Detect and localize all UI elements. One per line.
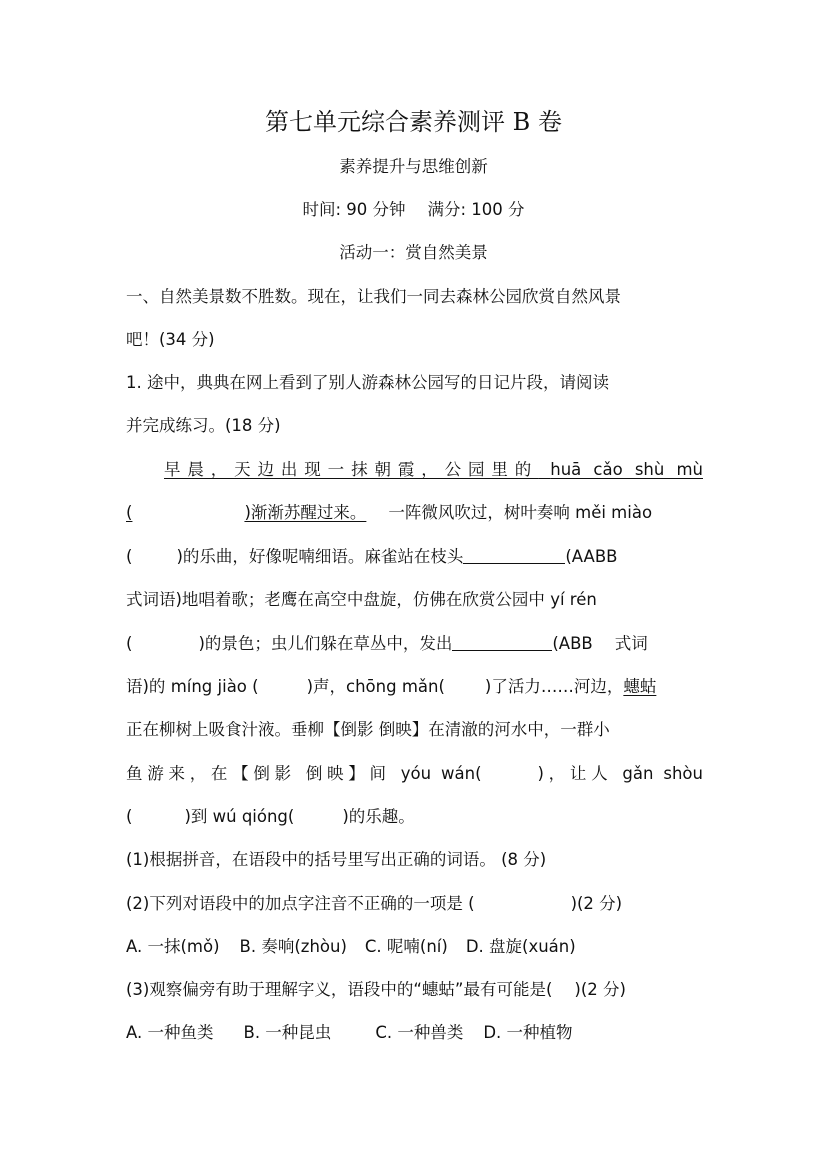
sub-question-2-options xyxy=(126,935,576,959)
sub-question-1: (1)根据拼音，在语段中的括号里写出正确的词语。 (8 分) xyxy=(126,850,547,869)
pinyin-hint: yí rén xyxy=(550,590,597,609)
pinyin-hint: wú qióng xyxy=(212,807,288,826)
passage-line-6: 语)的 míng jiào ( )声，chōng mǎn( )了活力……河边，蟪蛄 xyxy=(126,677,657,696)
pinyin-hint: huā cǎo shù mù xyxy=(550,460,703,479)
option-a[interactable]: A. 一抹(mǒ) xyxy=(126,937,220,956)
passage-line-8: 鱼游来，在【倒影 倒映】间 yóu wán( )，让人 gǎn shòu xyxy=(126,764,703,783)
option-d[interactable]: D. 盘旋(xuán) xyxy=(465,937,576,956)
pinyin-hint: yóu wán xyxy=(400,764,476,783)
passage-line-7: 正在柳树上吸食汁液。垂柳【倒影 倒映】在清澈的河水中，一群小 xyxy=(126,720,610,739)
passage-line-9: ( )到 wú qióng( )的乐趣。 xyxy=(126,807,415,826)
sub-question-2: (2)下列对语段中的加点字注音不正确的一项是 ( )(2 分) xyxy=(126,894,623,913)
sub-question-3: (3)观察偏旁有助于理解字义，语段中的“蟪蛄”最有可能是( )(2 分) xyxy=(126,980,626,999)
passage-line-3: ( )的乐曲，好像呢喃细语。麻雀站在枝头 (AABB xyxy=(126,547,618,566)
score-label: 满分: 100 分 xyxy=(427,200,525,219)
option-b[interactable]: B. 一种昆虫 xyxy=(243,1023,332,1042)
option-b[interactable]: B. 奏响(zhòu) xyxy=(239,937,347,956)
page-title: 第七单元综合素养测评 B 卷 xyxy=(265,108,562,136)
question1-intro-line1: 1. 途中，典典在网上看到了别人游森林公园写的日记片段，请阅读 xyxy=(126,373,609,392)
sub-question-3-options xyxy=(126,1021,573,1045)
question1-intro-line2: 并完成练习。(18 分) xyxy=(126,416,281,435)
time-label: 时间: 90 分钟 xyxy=(302,200,406,219)
passage-line-1: 早晨，天边出现一抹朝霞，公园里的 huā cǎo shù mù xyxy=(164,460,703,479)
option-c[interactable]: C. 呢喃(ní) xyxy=(364,937,448,956)
pinyin-hint: měi miào xyxy=(575,503,653,522)
underlined-word: 蟪蛄 xyxy=(623,677,657,696)
answer-blank[interactable]: ( )渐渐苏醒过来。 xyxy=(126,503,367,522)
passage-line-2: ( )渐渐苏醒过来。 一阵微风吹过，树叶奏响 měi miào xyxy=(126,503,653,522)
section-heading-line2: 吧！(34 分) xyxy=(126,330,215,349)
answer-line[interactable] xyxy=(463,545,565,564)
page-subtitle: 素养提升与思维创新 xyxy=(339,157,488,176)
passage-line-5: ( )的景色；虫儿们躲在草丛中，发出 (ABB 式词 xyxy=(126,634,648,653)
option-c[interactable]: C. 一种兽类 xyxy=(375,1023,464,1042)
option-a[interactable]: A. 一种鱼类 xyxy=(126,1023,214,1042)
activity-heading: 活动一：赏自然美景 xyxy=(339,243,488,262)
option-d[interactable]: D. 一种植物 xyxy=(483,1023,573,1042)
exam-info xyxy=(0,198,827,222)
pinyin-hint: míng jiào xyxy=(170,677,247,696)
section-heading-line1: 一、自然美景数不胜数。现在，让我们一同去森林公园欣赏自然风景 xyxy=(126,287,621,306)
pinyin-hint: chōng mǎn xyxy=(346,677,439,696)
passage-line-4: 式词语)地唱着歌；老鹰在高空中盘旋，仿佛在欣赏公园中 yí rén xyxy=(126,590,597,609)
pinyin-hint: gǎn shòu xyxy=(622,764,703,783)
answer-line[interactable] xyxy=(452,632,552,651)
